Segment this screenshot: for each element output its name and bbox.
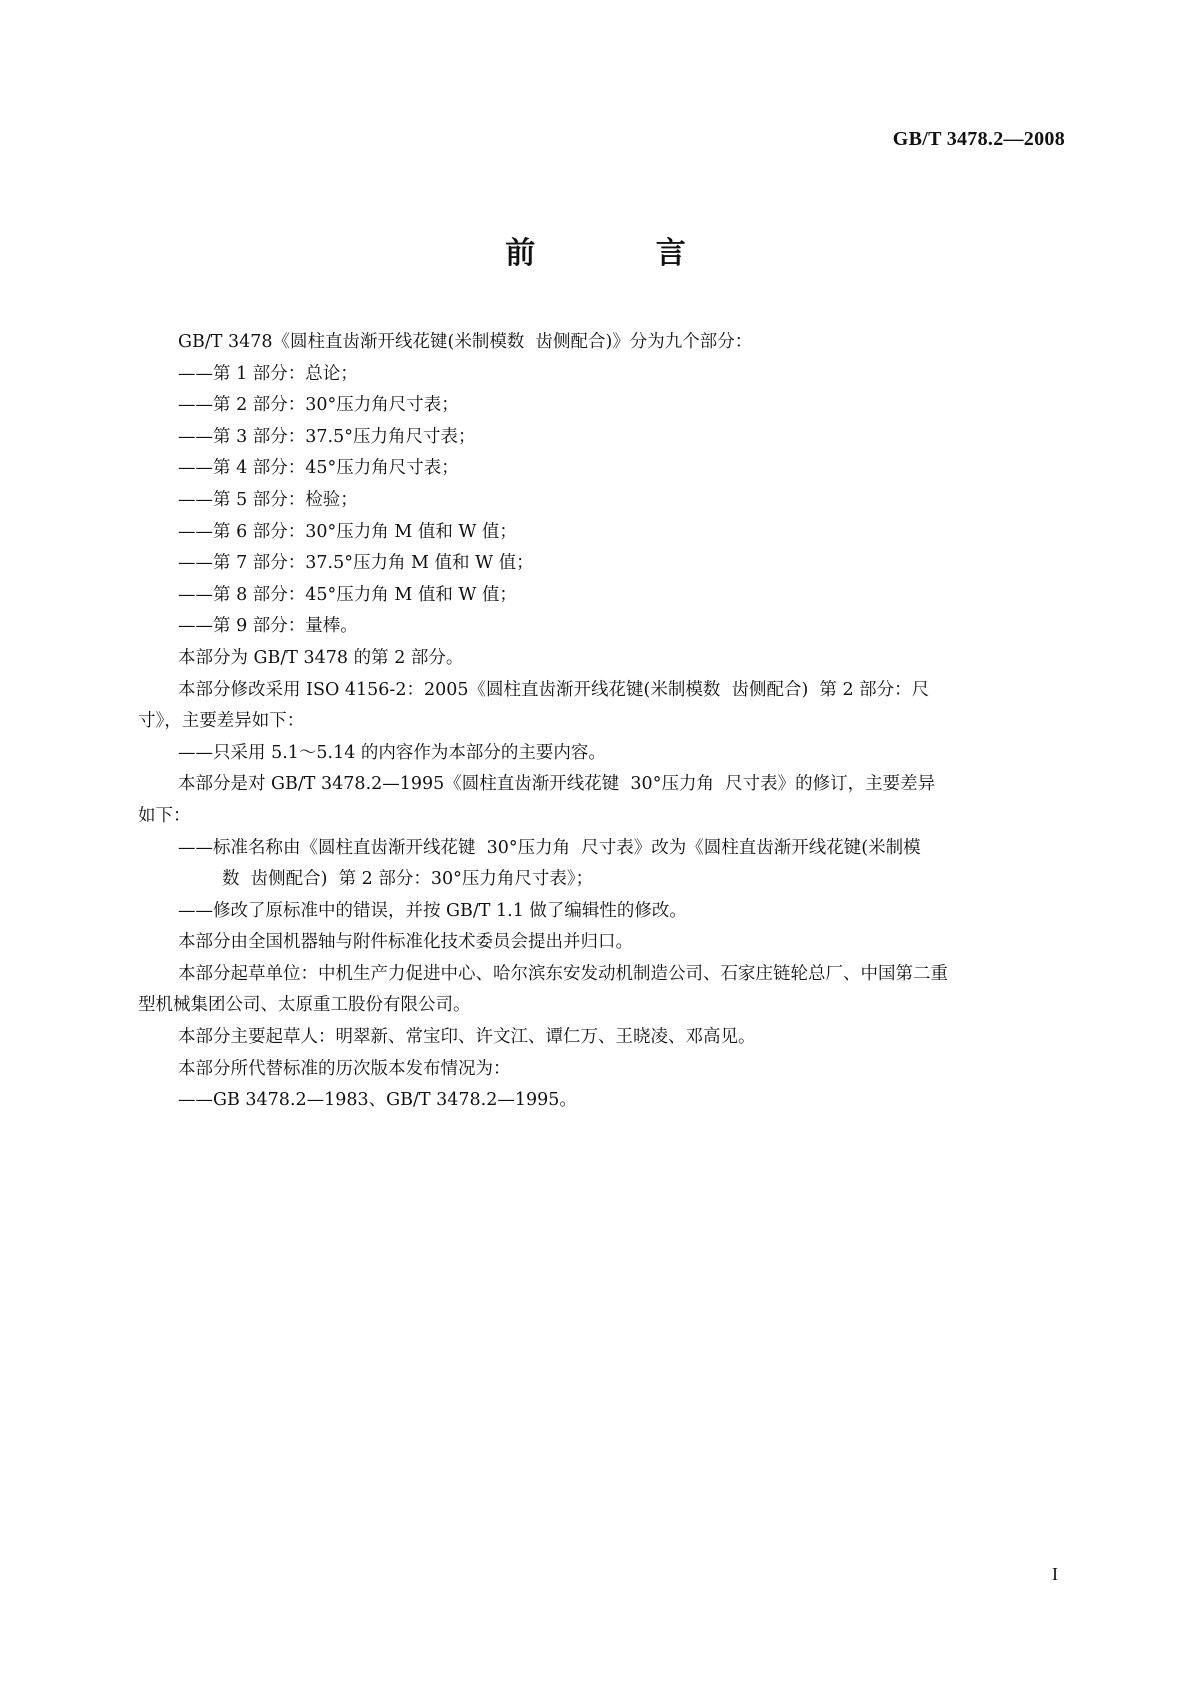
paragraph-line: ——第 7 部分：37.5°压力角 M 值和 W 值； bbox=[178, 553, 534, 574]
foreword-body bbox=[138, 327, 1058, 1117]
page-title: 前 言 bbox=[505, 236, 741, 271]
paragraph-line: 本部分所代替标准的历次版本发布情况为： bbox=[178, 1058, 511, 1079]
paragraph-line: 型机械集团公司、太原重工股份有限公司。 bbox=[138, 995, 471, 1016]
paragraph-line: 本部分修改采用 ISO 4156-2：2005《圆柱直齿渐开线花键(米制模数 齿侧配合) 第 2 部分：尺 bbox=[178, 679, 930, 700]
standard-number: GB/T 3478.2—2008 bbox=[892, 128, 1065, 150]
paragraph-line: 数 齿侧配合) 第 2 部分：30°压力角尺寸表》； bbox=[222, 869, 594, 890]
paragraph-line: ——第 8 部分：45°压力角 M 值和 W 值； bbox=[178, 584, 517, 605]
paragraph-line: 如下： bbox=[138, 805, 191, 826]
page-number: I bbox=[1052, 1564, 1058, 1584]
paragraph-line: 寸》，主要差异如下： bbox=[138, 711, 305, 732]
paragraph-line: ——第 3 部分：37.5°压力角尺寸表； bbox=[178, 426, 476, 447]
paragraph-line: ——第 2 部分：30°压力角尺寸表； bbox=[178, 395, 459, 416]
paragraph-line: 本部分为 GB/T 3478 的第 2 部分。 bbox=[178, 647, 464, 668]
paragraph-line: ——标准名称由《圆柱直齿渐开线花键 30°压力角 尺寸表》改为《圆柱直齿渐开线花键(米制模 bbox=[178, 837, 921, 858]
paragraph-line: ——GB 3478.2—1983、GB/T 3478.2—1995。 bbox=[178, 1090, 577, 1111]
paragraph-line: ——第 5 部分：检验； bbox=[178, 489, 358, 510]
paragraph-line: ——第 1 部分：总论； bbox=[178, 363, 358, 384]
paragraph-line: ——只采用 5.1～5.14 的内容作为本部分的主要内容。 bbox=[178, 742, 606, 763]
paragraph-line: 本部分是对 GB/T 3478.2—1995《圆柱直齿渐开线花键 30°压力角 尺寸表》的修订，主要差异 bbox=[178, 774, 936, 795]
paragraph-line: ——第 6 部分：30°压力角 M 值和 W 值； bbox=[178, 521, 517, 542]
paragraph-line: ——修改了原标准中的错误，并按 GB/T 1.1 做了编辑性的修改。 bbox=[178, 900, 687, 921]
paragraph-line: ——第 4 部分：45°压力角尺寸表； bbox=[178, 458, 459, 479]
paragraph-line: GB/T 3478《圆柱直齿渐开线花键(米制模数 齿侧配合)》分为九个部分： bbox=[178, 332, 753, 352]
paragraph-line: 本部分主要起草人：明翠新、常宝印、许文江、谭仁万、王晓凌、邓高见。 bbox=[178, 1027, 756, 1048]
paragraph-line: 本部分由全国机器轴与附件标准化技术委员会提出并归口。 bbox=[178, 932, 633, 953]
paragraph-line: ——第 9 部分：量棒。 bbox=[178, 616, 358, 637]
paragraph-line: 本部分起草单位：中机生产力促进中心、哈尔滨东安发动机制造公司、石家庄链轮总厂、中国第二重 bbox=[178, 963, 948, 984]
